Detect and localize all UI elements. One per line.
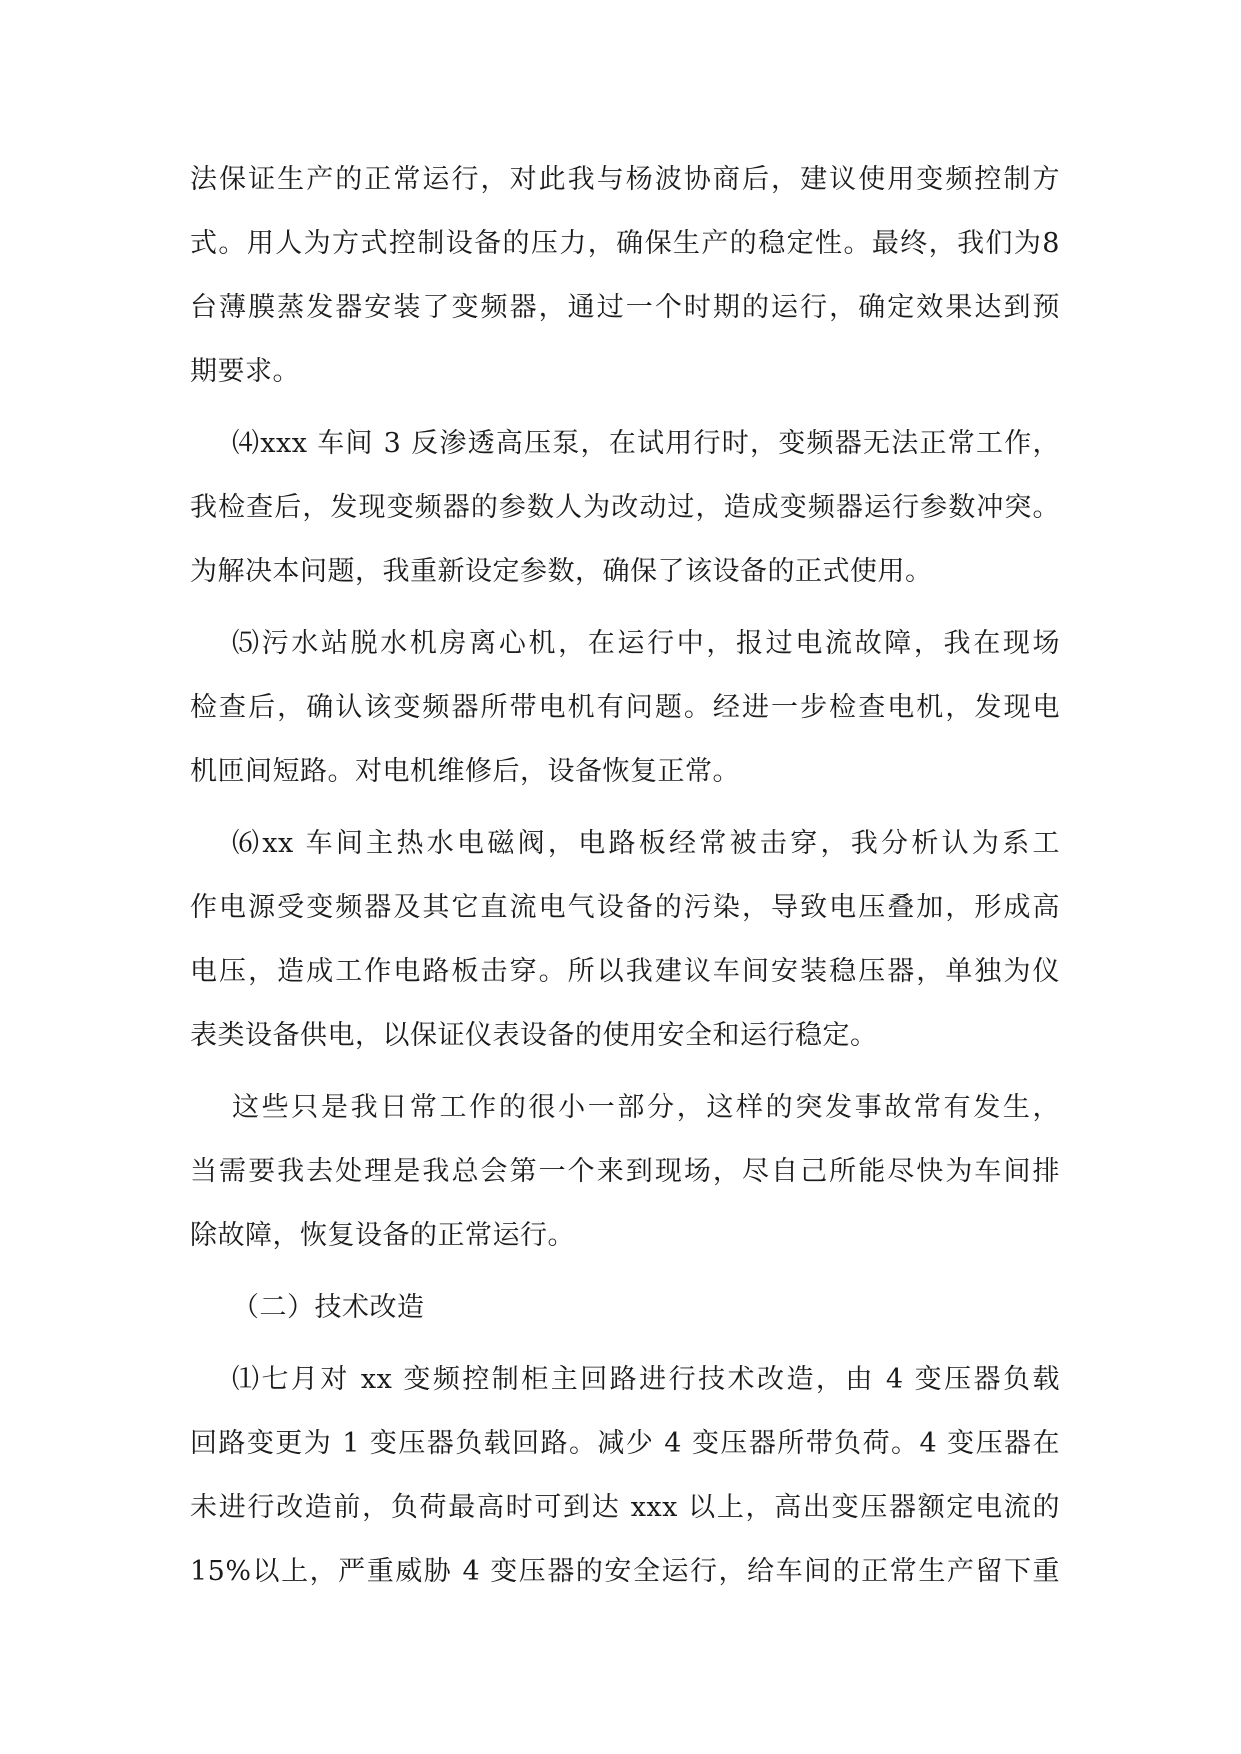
text-line: 法保证生产的正常运行，对此我与杨波协商后，建议使用变频控制方 — [190, 164, 1060, 195]
paragraph — [190, 412, 1060, 604]
text-line: 这些只是我日常工作的很小一部分，这样的突发事故常有发生， — [232, 1092, 1060, 1123]
text-line: 机匝间短路。对电机维修后，设备恢复正常。 — [190, 756, 740, 787]
paragraph — [190, 1076, 1060, 1268]
text-line: ⑹xx 车间主热水电磁阀，电路板经常被击穿，我分析认为系工 — [232, 828, 1060, 859]
paragraph-gap — [190, 804, 1060, 812]
text-line: 回路变更为 1 变压器负载回路。减少 4 变压器所带负荷。4 变压器在 — [190, 1428, 1060, 1459]
text-line: 除故障，恢复设备的正常运行。 — [190, 1220, 575, 1251]
text-line: ⑸污水站脱水机房离心机，在运行中，报过电流故障，我在现场 — [232, 628, 1060, 659]
text-line: 作电源受变频器及其它直流电气设备的污染，导致电压叠加，形成高 — [190, 892, 1060, 923]
text-line: 为解决本问题，我重新设定参数，确保了该设备的正式使用。 — [190, 556, 933, 587]
text-line: 我检查后，发现变频器的参数人为改动过，造成变频器运行参数冲突。 — [190, 492, 1060, 523]
text-line: 未进行改造前，负荷最高时可到达 xxx 以上，高出变压器额定电流的 — [190, 1492, 1060, 1523]
paragraph — [190, 1348, 1060, 1604]
paragraph-gap — [190, 1268, 1060, 1276]
text-line: 电压，造成工作电路板击穿。所以我建议车间安装稳压器，单独为仪 — [190, 956, 1060, 987]
document-body — [190, 148, 1060, 1604]
text-line: 期要求。 — [190, 356, 300, 387]
paragraph — [190, 612, 1060, 804]
text-line: 15%以上，严重威胁 4 变压器的安全运行，给车间的正常生产留下重 — [190, 1556, 1060, 1587]
paragraph-gap — [190, 1068, 1060, 1076]
paragraph-gap — [190, 1340, 1060, 1348]
paragraph — [190, 1276, 1060, 1340]
text-line: ⑴七月对 xx 变频控制柜主回路进行技术改造，由 4 变压器负载 — [232, 1364, 1060, 1395]
text-line: 当需要我去处理是我总会第一个来到现场，尽自己所能尽快为车间排 — [190, 1156, 1060, 1187]
text-line: 表类设备供电，以保证仪表设备的使用安全和运行稳定。 — [190, 1020, 878, 1051]
paragraph — [190, 812, 1060, 1068]
text-line: 检查后，确认该变频器所带电机有问题。经进一步检查电机，发现电 — [190, 692, 1060, 723]
paragraph-gap — [190, 404, 1060, 412]
paragraph — [190, 148, 1060, 404]
text-line: 式。用人为方式控制设备的压力，确保生产的稳定性。最终，我们为8 — [190, 228, 1060, 259]
text-line: 台薄膜蒸发器安装了变频器，通过一个时期的运行，确定效果达到预 — [190, 292, 1060, 323]
text-line: （二）技术改造 — [232, 1292, 425, 1323]
paragraph-gap — [190, 604, 1060, 612]
text-line: ⑷xxx 车间 3 反渗透高压泵，在试用行时，变频器无法正常工作， — [232, 428, 1060, 459]
